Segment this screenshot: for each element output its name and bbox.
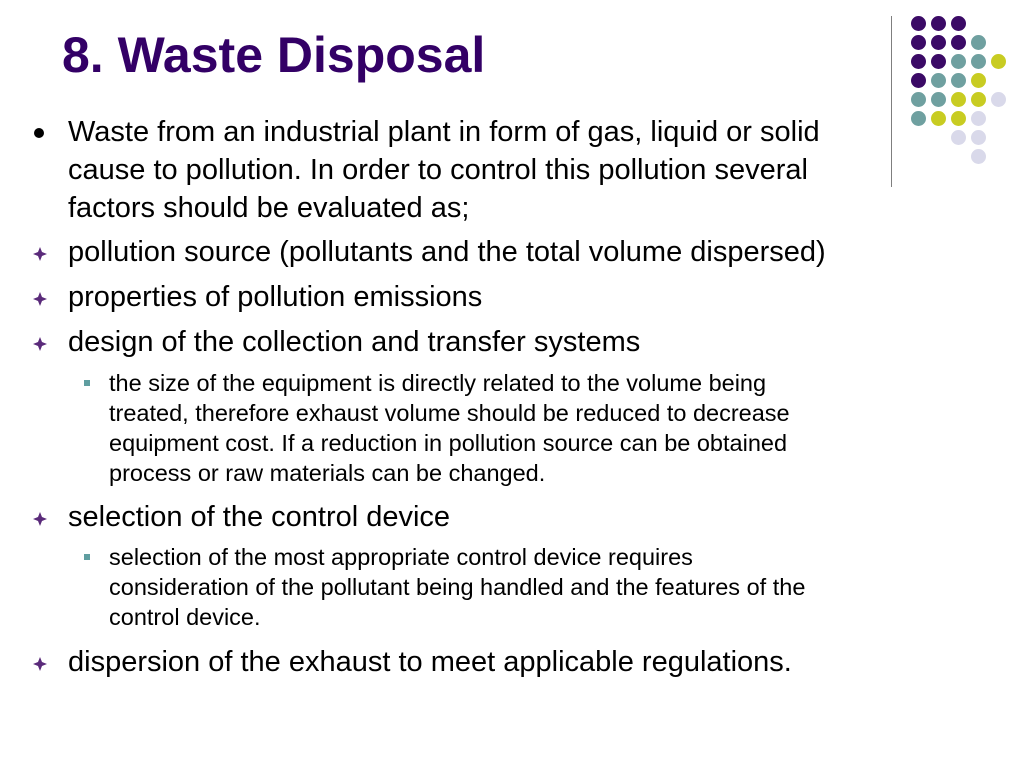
decorative-dot	[951, 130, 966, 145]
subpoint-line: consideration of the pollutant being handled and the features of the	[109, 574, 806, 600]
decorative-dot	[911, 35, 926, 50]
decorative-dot	[971, 73, 986, 88]
subpoint-line: treated, therefore exhaust volume should be reduced to decrease	[109, 400, 790, 426]
factor-text: design of the collection and transfer systems	[68, 326, 641, 358]
decorative-dot	[971, 35, 986, 50]
diamond-bullet-icon	[33, 657, 47, 671]
diamond-bullet-icon	[33, 337, 47, 351]
decorative-dot	[931, 73, 946, 88]
decorative-dot	[971, 92, 986, 107]
decorative-dot	[911, 92, 926, 107]
decorative-dot	[931, 111, 946, 126]
decorative-dot	[991, 54, 1006, 69]
decorative-dot	[971, 111, 986, 126]
intro-line: cause to pollution. In order to control this pollution several	[68, 154, 808, 186]
decorative-dot	[931, 92, 946, 107]
square-bullet-icon	[84, 554, 90, 560]
decorative-dot	[971, 149, 986, 164]
intro-line: Waste from an industrial plant in form of gas, liquid or solid	[68, 116, 820, 148]
intro-line: factors should be evaluated as;	[68, 192, 470, 224]
diamond-bullet-icon	[33, 292, 47, 306]
decorative-dot	[991, 92, 1006, 107]
slide-title: 8. Waste Disposal	[62, 27, 486, 83]
decorative-dot	[911, 111, 926, 126]
diamond-bullet-icon	[33, 512, 47, 526]
square-bullet-icon	[84, 380, 90, 386]
decorative-dot	[951, 73, 966, 88]
decorative-dot	[951, 16, 966, 31]
subpoint-line: selection of the most appropriate control device requires	[109, 544, 693, 570]
round-bullet-icon	[34, 128, 44, 138]
decorative-dot	[971, 130, 986, 145]
subpoint-line: equipment cost. If a reduction in pollution source can be obtained	[109, 430, 788, 456]
decorative-dot	[911, 16, 926, 31]
decorative-dot	[951, 92, 966, 107]
subpoint-line: process or raw materials can be changed.	[109, 460, 546, 486]
decorative-dot	[931, 54, 946, 69]
factor-text: selection of the control device	[68, 501, 451, 533]
factor-text: pollution source (pollutants and the total volume dispersed)	[68, 236, 826, 268]
decorative-dot	[951, 111, 966, 126]
decorative-dot	[951, 35, 966, 50]
decorative-dot	[951, 54, 966, 69]
decorative-dot	[911, 73, 926, 88]
decorative-dot	[911, 54, 926, 69]
decorative-dot	[931, 16, 946, 31]
diamond-bullet-icon	[33, 247, 47, 261]
subpoint-line: the size of the equipment is directly related to the volume being	[109, 370, 767, 396]
factor-text: dispersion of the exhaust to meet applicable regulations.	[68, 646, 792, 678]
decorative-dot	[931, 35, 946, 50]
subpoint-line: control device.	[109, 604, 261, 630]
factor-text: properties of pollution emissions	[68, 281, 483, 313]
decorative-dot	[971, 54, 986, 69]
